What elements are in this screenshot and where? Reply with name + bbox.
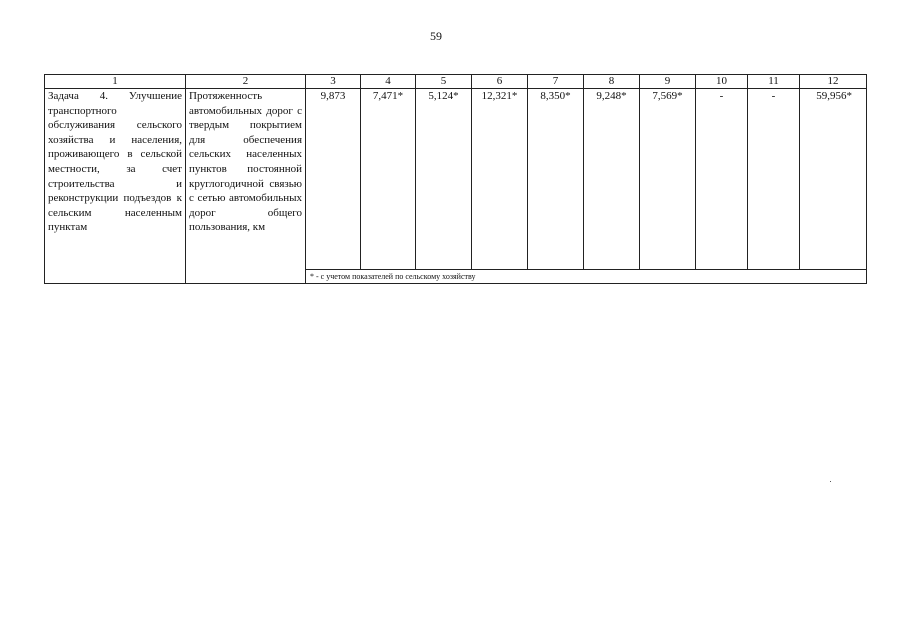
- table-row: [45, 89, 867, 270]
- value-cell: 7,569*: [640, 89, 696, 270]
- scan-speck: [830, 481, 831, 482]
- value-cell: -: [748, 89, 800, 270]
- column-header: 4: [361, 75, 416, 89]
- footnote: * - с учетом показателей по сельскому хозяйству: [306, 270, 867, 284]
- value-cell: 8,350*: [528, 89, 584, 270]
- task-cell: Задача 4. Улучшение транспортного обслуживания сельского хозяйства и населения, проживающего в сельской местности, за счет строительства и реконструкции подъездов к сельским населенным пунктам: [45, 89, 186, 284]
- column-header: 3: [306, 75, 361, 89]
- value-cell: 7,471*: [361, 89, 416, 270]
- value-cell: 9,873: [306, 89, 361, 270]
- column-header: 9: [640, 75, 696, 89]
- column-header: 10: [696, 75, 748, 89]
- indicator-cell: Протяженность автомобильных дорог с твердым покрытием для обеспечения сельских населенных пунктов постоянной круглогодичной связью с сетью автомобильных дорог общего пользования, км: [186, 89, 306, 284]
- column-header: 5: [416, 75, 472, 89]
- column-header: 2: [186, 75, 306, 89]
- column-header: 6: [472, 75, 528, 89]
- column-header: 12: [800, 75, 867, 89]
- page-number: 59: [430, 29, 442, 43]
- column-header: 8: [584, 75, 640, 89]
- column-header: 1: [45, 75, 186, 89]
- indicator-table: [44, 74, 867, 284]
- value-cell: -: [696, 89, 748, 270]
- column-header: 11: [748, 75, 800, 89]
- value-cell: 9,248*: [584, 89, 640, 270]
- value-cell: 5,124*: [416, 89, 472, 270]
- column-header: 7: [528, 75, 584, 89]
- table-header-row: [45, 75, 867, 89]
- value-cell: 12,321*: [472, 89, 528, 270]
- value-cell: 59,956*: [800, 89, 867, 270]
